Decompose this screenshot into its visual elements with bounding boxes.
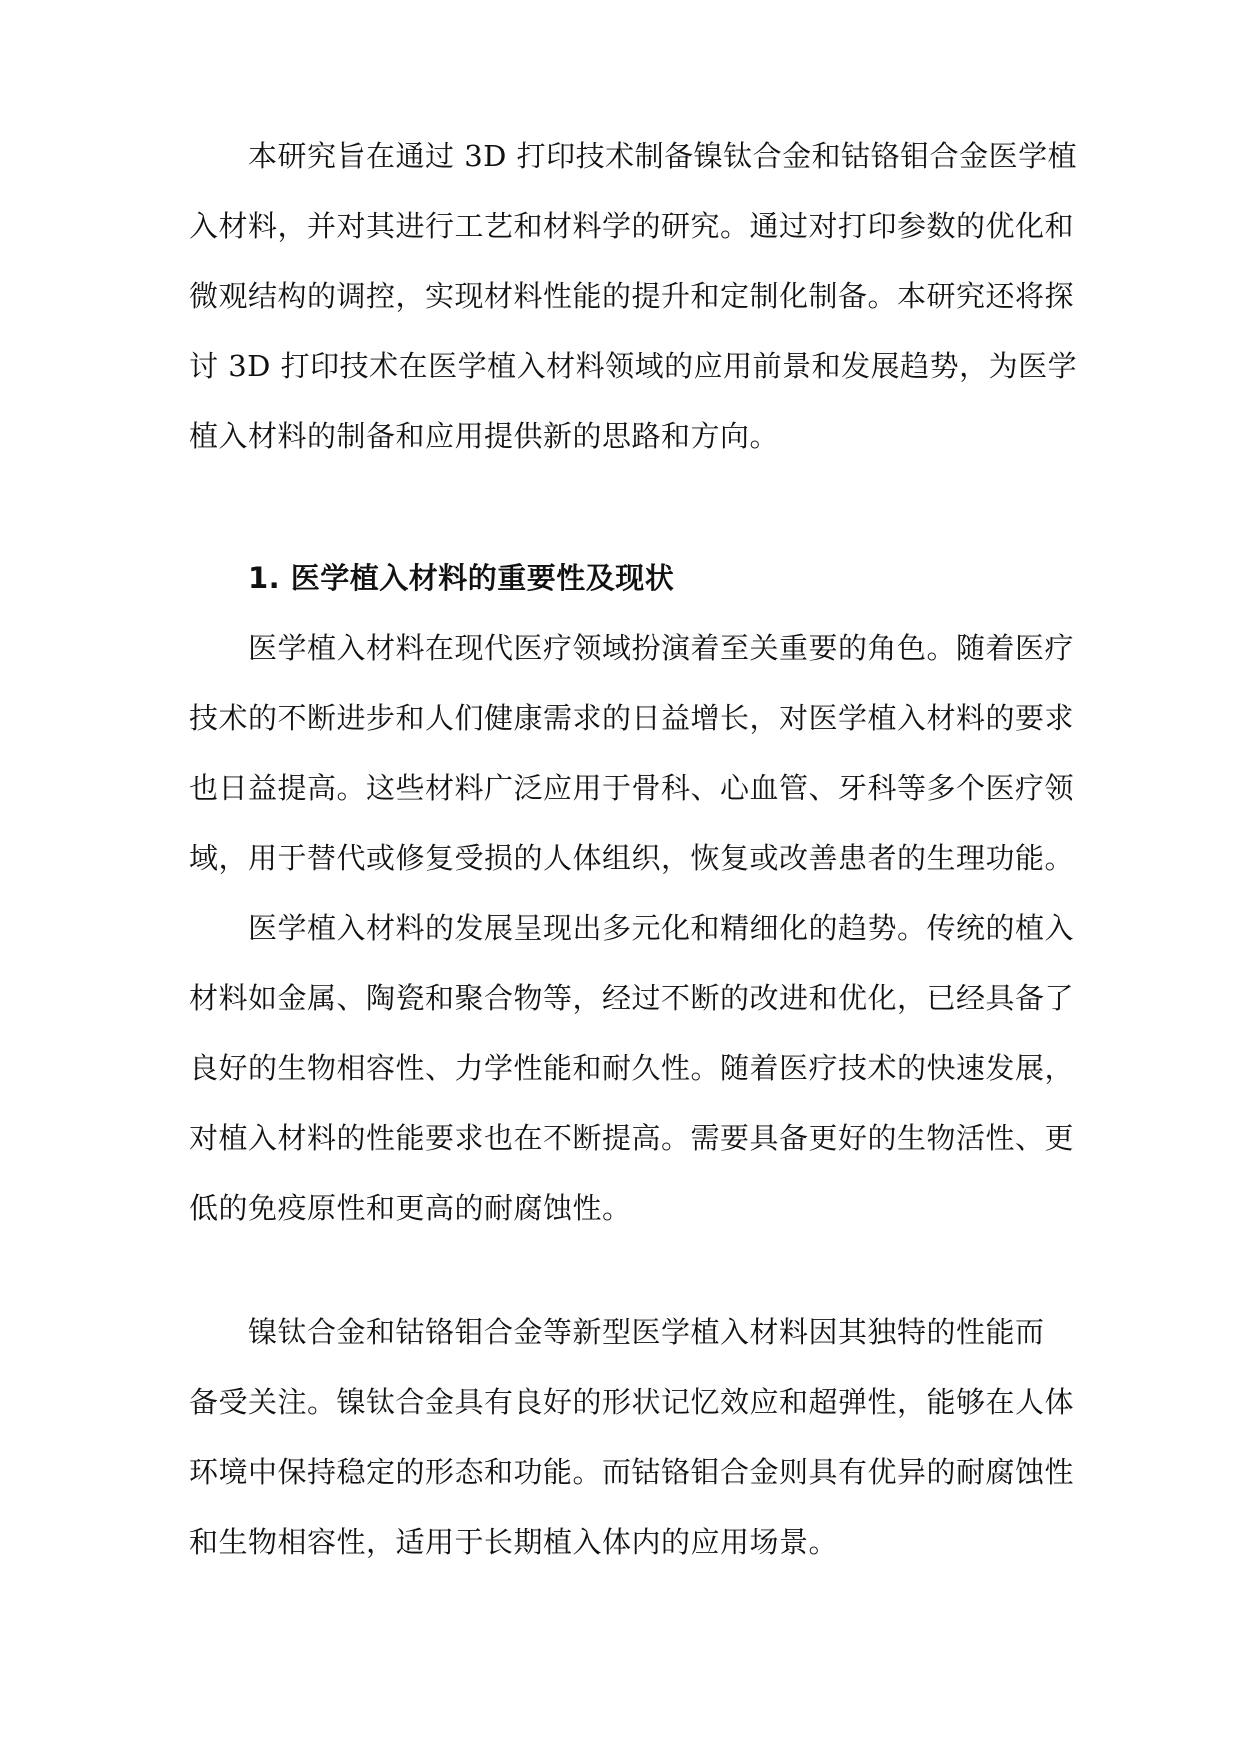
paragraph-line: 讨 3D 打印技术在医学植入材料领域的应用前景和发展趋势，为医学 (189, 349, 1078, 383)
paragraph-line: 微观结构的调控，实现材料性能的提升和定制化制备。本研究还将探 (189, 279, 1075, 313)
paragraph-line: 良好的生物相容性、力学性能和耐久性。随着医疗技术的快速发展， (189, 1051, 1075, 1085)
paragraph-line: 环境中保持稳定的形态和功能。而钴铬钼合金则具有优异的耐腐蚀性 (189, 1455, 1075, 1489)
section-heading: 1. 医学植入材料的重要性及现状 (248, 561, 675, 595)
paragraph-line: 医学植入材料的发展呈现出多元化和精细化的趋势。传统的植入 (248, 911, 1075, 945)
paragraph-line: 对植入材料的性能要求也在不断提高。需要具备更好的生物活性、更 (189, 1121, 1075, 1155)
paragraph-line: 材料如金属、陶瓷和聚合物等，经过不断的改进和优化，已经具备了 (189, 981, 1075, 1015)
paragraph-line: 也日益提高。这些材料广泛应用于骨科、心血管、牙科等多个医疗领 (189, 771, 1075, 805)
paragraph-line: 技术的不断进步和人们健康需求的日益增长，对医学植入材料的要求 (189, 701, 1075, 735)
paragraph-line: 入材料，并对其进行工艺和材料学的研究。通过对打印参数的优化和 (189, 209, 1075, 243)
paragraph-line: 低的免疫原性和更高的耐腐蚀性。 (189, 1191, 632, 1225)
paragraph-line: 镍钛合金和钴铬钼合金等新型医学植入材料因其独特的性能而 (248, 1315, 1045, 1349)
paragraph-line: 和生物相容性，适用于长期植入体内的应用场景。 (189, 1525, 839, 1559)
paragraph-line: 备受关注。镍钛合金具有良好的形状记忆效应和超弹性，能够在人体 (189, 1385, 1075, 1419)
paragraph-line: 植入材料的制备和应用提供新的思路和方向。 (189, 419, 780, 453)
paragraph-line: 医学植入材料在现代医疗领域扮演着至关重要的角色。随着医疗 (248, 631, 1075, 665)
paragraph-line: 域，用于替代或修复受损的人体组织，恢复或改善患者的生理功能。 (189, 841, 1075, 875)
paragraph-line: 本研究旨在通过 3D 打印技术制备镍钛合金和钴铬钼合金医学植 (248, 139, 1078, 173)
